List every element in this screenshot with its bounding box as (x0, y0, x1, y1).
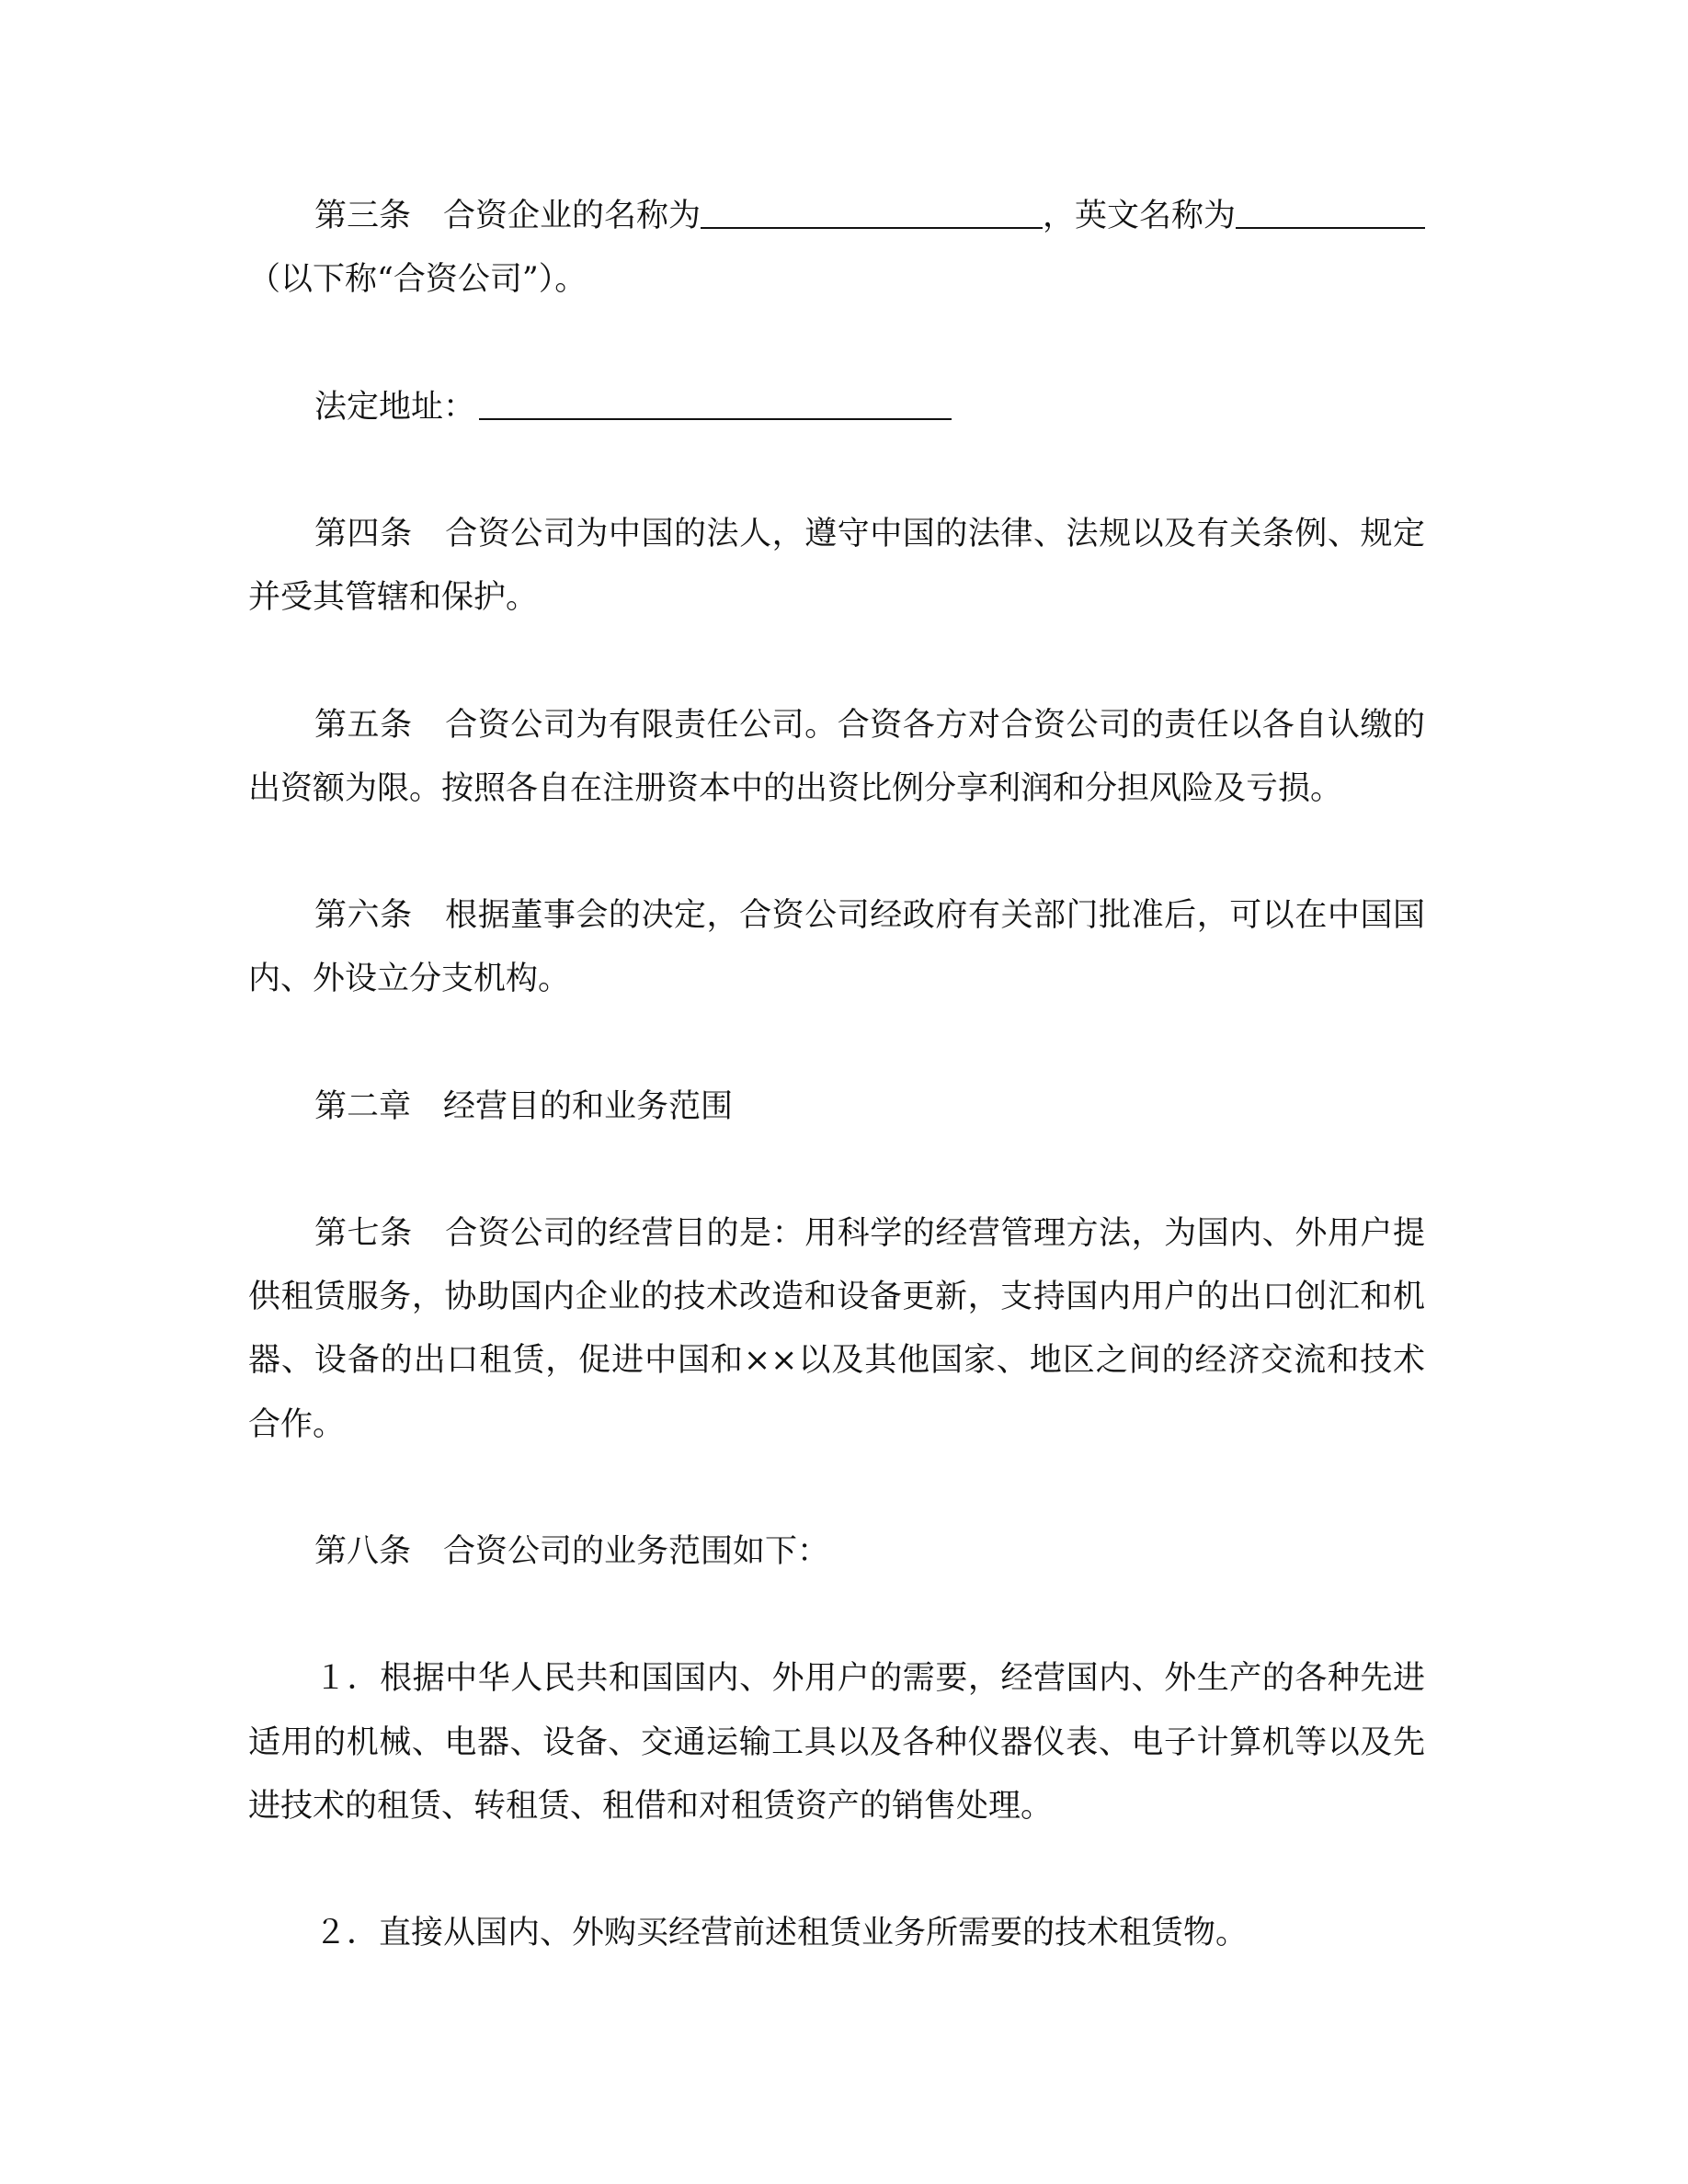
text-line: 内、外设立分支机构。 (248, 961, 571, 998)
text-line: 第四条 合资公司为中国的法人，遵守中国的法律、法规以及有关条例、规定 (314, 515, 1425, 552)
text-line: 适用的机械、电器、设备、交通运输工具以及各种仪器仪表、电子计算机等以及先 (248, 1723, 1425, 1761)
legal-address-label: 法定地址： (314, 388, 476, 426)
legal-address (248, 376, 1425, 439)
scope-item-2 (248, 1902, 1425, 1965)
text-line: 出资额为限。按照各自在注册资本中的出资比例分享利润和分担风险及亏损。 (248, 769, 1343, 807)
article-3-middle: ，英文名称为 (1043, 198, 1237, 234)
article-5 (248, 694, 1425, 821)
article-3-line-1 (248, 185, 1425, 248)
article-4 (248, 503, 1425, 630)
article-6 (248, 884, 1425, 1011)
text-line: １．根据中华人民共和国国内、外用户的需要，经营国内、外生产的各种先进 (314, 1660, 1425, 1698)
text-line: 供租赁服务，协助国内企业的技术改造和设备更新，支持国内用户的出口创汇和机 (248, 1279, 1425, 1316)
text-line: 第六条 根据董事会的决定，合资公司经政府有关部门批准后，可以在中国国 (314, 897, 1425, 935)
document-page (248, 185, 1425, 1965)
text-line: 并受其管辖和保护。 (248, 579, 539, 617)
chapter-2-heading (248, 1075, 1425, 1139)
article-3-prefix: 第三条 合资企业的名称为 (314, 198, 701, 234)
company-name-blank[interactable] (701, 185, 1043, 229)
text-line: 进技术的租赁、转租赁、租借和对租赁资产的销售处理。 (248, 1787, 1054, 1825)
text-line: 第七条 合资公司的经营目的是：用科学的经营管理方法，为国内、外用户提 (314, 1215, 1425, 1252)
text-line: 合作。 (248, 1405, 346, 1443)
text-line: 第二章 经营目的和业务范围 (314, 1087, 734, 1125)
text-line: 器、设备的出口租赁，促进中国和××以及其他国家、地区之间的经济交流和技术 (248, 1342, 1425, 1380)
english-name-blank[interactable] (1236, 185, 1425, 229)
legal-address-blank[interactable] (479, 376, 952, 420)
text-line: 第八条 合资公司的业务范围如下： (314, 1532, 830, 1570)
article-8 (248, 1520, 1425, 1584)
article-3-line-2: （以下称“合资公司”）。 (248, 261, 587, 299)
text-line: ２．直接从国内、外购买经营前述租赁业务所需要的技术租赁物。 (314, 1915, 1249, 1952)
text-line: 第五条 合资公司为有限责任公司。合资各方对合资公司的责任以各自认缴的 (314, 706, 1425, 744)
article-7 (248, 1202, 1425, 1457)
scope-item-1 (248, 1647, 1425, 1838)
